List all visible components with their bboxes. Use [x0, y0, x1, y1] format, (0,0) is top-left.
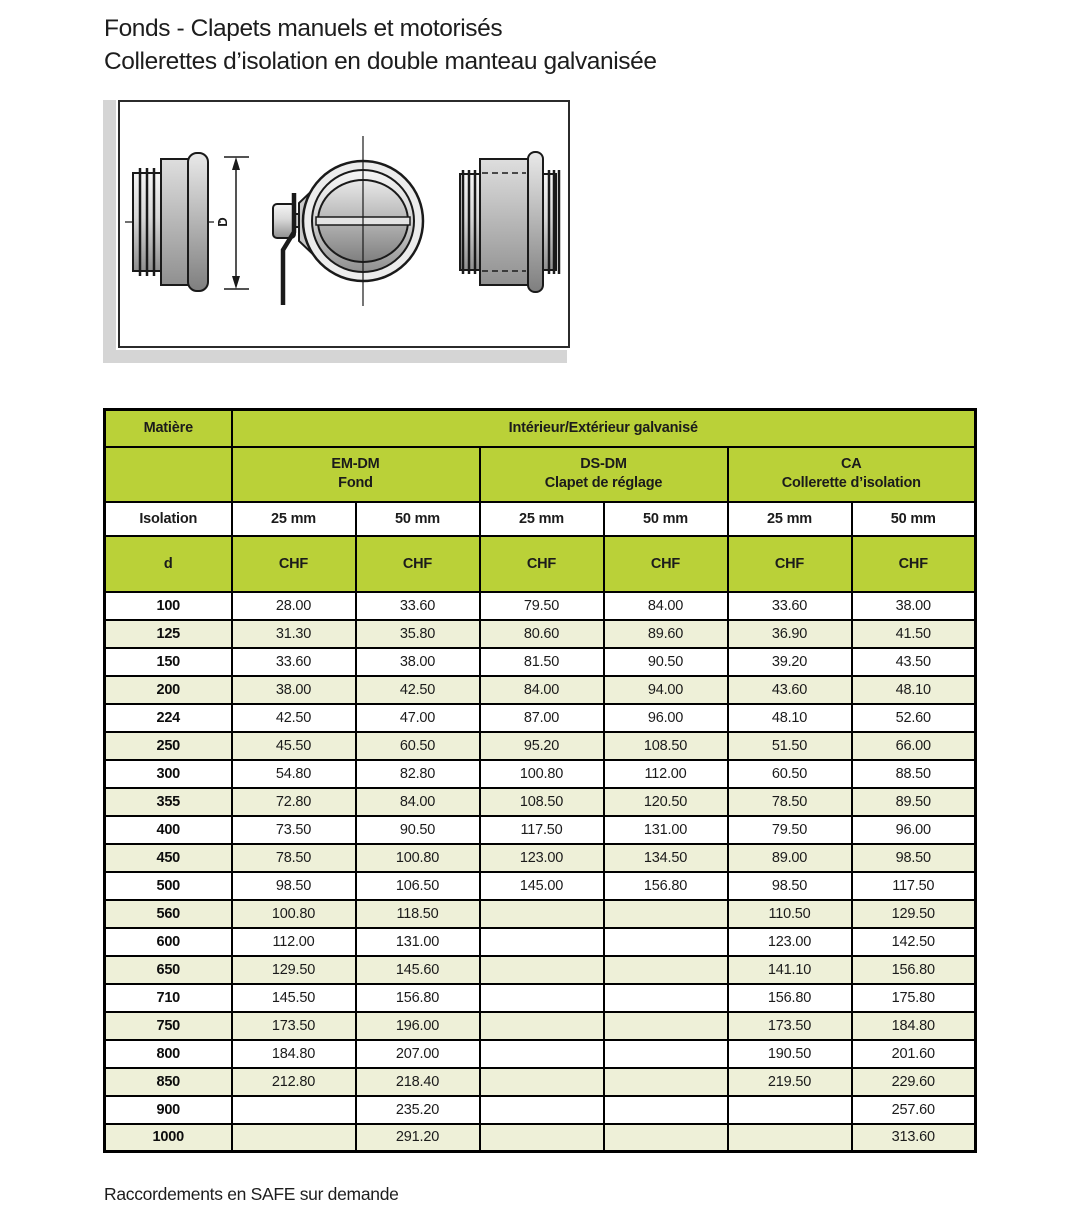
price-cell: 79.50 [728, 816, 852, 844]
price-cell: 60.50 [356, 732, 480, 760]
d-cell: 450 [105, 844, 232, 872]
price-cell [604, 1124, 728, 1152]
price-cell: 78.50 [728, 788, 852, 816]
price-cell: 38.00 [852, 592, 976, 620]
price-cell: 81.50 [480, 648, 604, 676]
price-cell: 72.80 [232, 788, 356, 816]
price-cell: 33.60 [728, 592, 852, 620]
price-cell: 98.50 [852, 844, 976, 872]
price-cell [480, 984, 604, 1012]
price-cell: 36.90 [728, 620, 852, 648]
price-cell: 145.00 [480, 872, 604, 900]
price-table [103, 408, 977, 1153]
price-cell: 173.50 [232, 1012, 356, 1040]
table-row [105, 592, 976, 620]
price-cell: 60.50 [728, 760, 852, 788]
price-cell [604, 1096, 728, 1124]
header-isolation: Isolation [105, 502, 232, 536]
dimension-label: D [215, 217, 230, 227]
table-row [105, 620, 976, 648]
table-row [105, 928, 976, 956]
table-row [105, 1068, 976, 1096]
drawing-frame-bottom [103, 350, 567, 363]
header-galvanized: Intérieur/Extérieur galvanisé [232, 410, 976, 447]
price-cell [604, 956, 728, 984]
price-cell: 108.50 [604, 732, 728, 760]
price-cell: 123.00 [728, 928, 852, 956]
price-cell [232, 1096, 356, 1124]
d-cell: 250 [105, 732, 232, 760]
price-cell: 134.50 [604, 844, 728, 872]
d-cell: 200 [105, 676, 232, 704]
group-code: DS-DM [580, 456, 627, 472]
price-cell [480, 1124, 604, 1152]
price-cell: 33.60 [232, 648, 356, 676]
price-cell: 235.20 [356, 1096, 480, 1124]
d-cell: 850 [105, 1068, 232, 1096]
price-cell: 229.60 [852, 1068, 976, 1096]
price-cell [480, 1012, 604, 1040]
table-row [105, 732, 976, 760]
price-cell: 38.00 [232, 676, 356, 704]
price-cell: 89.60 [604, 620, 728, 648]
price-cell: 28.00 [232, 592, 356, 620]
d-cell: 560 [105, 900, 232, 928]
header-thickness: 25 mm [232, 502, 356, 536]
header-thickness: 25 mm [480, 502, 604, 536]
d-cell: 1000 [105, 1124, 232, 1152]
table-row [105, 1040, 976, 1068]
header-thickness: 50 mm [356, 502, 480, 536]
price-cell: 98.50 [728, 872, 852, 900]
price-cell: 175.80 [852, 984, 976, 1012]
group-name: Clapet de réglage [544, 475, 663, 491]
table-row [105, 1012, 976, 1040]
d-cell: 650 [105, 956, 232, 984]
price-cell: 212.80 [232, 1068, 356, 1096]
header-empty-cell [105, 447, 232, 502]
price-cell: 156.80 [728, 984, 852, 1012]
price-cell: 87.00 [480, 704, 604, 732]
price-cell: 88.50 [852, 760, 976, 788]
table-row [105, 1124, 976, 1152]
price-cell: 90.50 [356, 816, 480, 844]
d-cell: 750 [105, 1012, 232, 1040]
price-cell: 48.10 [852, 676, 976, 704]
price-cell: 120.50 [604, 788, 728, 816]
table-row [105, 760, 976, 788]
group-code: EM-DM [331, 456, 380, 472]
price-cell: 141.10 [728, 956, 852, 984]
price-cell: 156.80 [356, 984, 480, 1012]
price-cell: 31.30 [232, 620, 356, 648]
table-row [105, 648, 976, 676]
header-thickness: 50 mm [852, 502, 976, 536]
table-row [105, 872, 976, 900]
price-cell [232, 1124, 356, 1152]
price-cell: 96.00 [852, 816, 976, 844]
price-cell: 207.00 [356, 1040, 480, 1068]
header-currency: CHF [728, 536, 852, 592]
d-cell: 355 [105, 788, 232, 816]
price-cell: 131.00 [356, 928, 480, 956]
price-cell: 108.50 [480, 788, 604, 816]
table-row [105, 1096, 976, 1124]
header-currency: CHF [356, 536, 480, 592]
d-cell: 710 [105, 984, 232, 1012]
d-cell: 800 [105, 1040, 232, 1068]
price-cell: 42.50 [356, 676, 480, 704]
table-row [105, 676, 976, 704]
price-cell: 129.50 [852, 900, 976, 928]
d-cell: 400 [105, 816, 232, 844]
header-currency: CHF [232, 536, 356, 592]
price-cell [604, 1040, 728, 1068]
price-cell: 156.80 [852, 956, 976, 984]
header-currency: CHF [852, 536, 976, 592]
price-cell: 96.00 [604, 704, 728, 732]
d-cell: 500 [105, 872, 232, 900]
header-d: d [105, 536, 232, 592]
price-cell: 117.50 [852, 872, 976, 900]
table-row [105, 844, 976, 872]
price-cell: 131.00 [604, 816, 728, 844]
d-cell: 300 [105, 760, 232, 788]
price-cell [480, 1040, 604, 1068]
price-cell: 145.60 [356, 956, 480, 984]
price-cell [480, 1068, 604, 1096]
header-thickness: 50 mm [604, 502, 728, 536]
d-cell: 900 [105, 1096, 232, 1124]
price-cell: 313.60 [852, 1124, 976, 1152]
header-currency: CHF [604, 536, 728, 592]
header-group-ds-dm [480, 447, 728, 502]
footer-note: Raccordements en SAFE sur demande [104, 1184, 399, 1204]
header-group-ca [728, 447, 976, 502]
price-cell: 117.50 [480, 816, 604, 844]
price-cell: 42.50 [232, 704, 356, 732]
price-cell: 43.60 [728, 676, 852, 704]
price-cell: 112.00 [604, 760, 728, 788]
price-cell: 51.50 [728, 732, 852, 760]
price-cell: 110.50 [728, 900, 852, 928]
price-cell [480, 900, 604, 928]
header-currency: CHF [480, 536, 604, 592]
price-cell: 184.80 [852, 1012, 976, 1040]
price-cell: 33.60 [356, 592, 480, 620]
d-cell: 224 [105, 704, 232, 732]
price-cell: 82.80 [356, 760, 480, 788]
price-cell: 89.00 [728, 844, 852, 872]
price-cell: 90.50 [604, 648, 728, 676]
price-cell: 94.00 [604, 676, 728, 704]
price-cell: 106.50 [356, 872, 480, 900]
price-cell [728, 1096, 852, 1124]
price-cell [604, 1012, 728, 1040]
price-cell: 196.00 [356, 1012, 480, 1040]
price-cell: 257.60 [852, 1096, 976, 1124]
price-cell: 219.50 [728, 1068, 852, 1096]
price-cell: 123.00 [480, 844, 604, 872]
price-cell: 84.00 [356, 788, 480, 816]
table-row [105, 704, 976, 732]
price-cell: 35.80 [356, 620, 480, 648]
price-cell: 41.50 [852, 620, 976, 648]
header-thickness: 25 mm [728, 502, 852, 536]
price-cell: 190.50 [728, 1040, 852, 1068]
price-cell [480, 1096, 604, 1124]
header-group-em-dm [232, 447, 480, 502]
price-cell: 89.50 [852, 788, 976, 816]
header-matiere: Matière [105, 410, 232, 447]
table-row [105, 984, 976, 1012]
price-cell: 100.80 [232, 900, 356, 928]
price-cell: 78.50 [232, 844, 356, 872]
technical-drawing [103, 100, 573, 365]
page-title-line2: Collerettes d’isolation en double manteau galvanisée [104, 48, 657, 75]
collar-side-view [460, 152, 559, 292]
price-cell: 39.20 [728, 648, 852, 676]
price-cell: 43.50 [852, 648, 976, 676]
price-cell [604, 984, 728, 1012]
d-cell: 600 [105, 928, 232, 956]
table-row [105, 816, 976, 844]
d-cell: 150 [105, 648, 232, 676]
price-cell: 38.00 [356, 648, 480, 676]
page-title-line1: Fonds - Clapets manuels et motorisés [104, 15, 503, 42]
price-cell: 201.60 [852, 1040, 976, 1068]
price-cell [604, 928, 728, 956]
price-cell: 45.50 [232, 732, 356, 760]
price-cell: 52.60 [852, 704, 976, 732]
price-cell: 54.80 [232, 760, 356, 788]
price-cell: 73.50 [232, 816, 356, 844]
price-cell: 84.00 [480, 676, 604, 704]
price-cell: 156.80 [604, 872, 728, 900]
d-cell: 100 [105, 592, 232, 620]
group-code: CA [840, 456, 862, 472]
price-cell: 80.60 [480, 620, 604, 648]
group-name: Collerette d’isolation [781, 475, 921, 491]
price-cell: 100.80 [356, 844, 480, 872]
price-cell [604, 1068, 728, 1096]
price-cell: 100.80 [480, 760, 604, 788]
price-cell: 291.20 [356, 1124, 480, 1152]
price-cell: 66.00 [852, 732, 976, 760]
price-cell: 142.50 [852, 928, 976, 956]
price-cell [480, 928, 604, 956]
table-row [105, 956, 976, 984]
price-cell [604, 900, 728, 928]
price-table-body [105, 592, 976, 1152]
price-cell: 47.00 [356, 704, 480, 732]
price-cell [480, 956, 604, 984]
price-cell: 79.50 [480, 592, 604, 620]
price-cell: 173.50 [728, 1012, 852, 1040]
d-cell: 125 [105, 620, 232, 648]
price-cell: 118.50 [356, 900, 480, 928]
table-row [105, 900, 976, 928]
page-title [104, 12, 657, 78]
price-cell: 145.50 [232, 984, 356, 1012]
price-cell: 95.20 [480, 732, 604, 760]
price-cell: 48.10 [728, 704, 852, 732]
price-cell: 184.80 [232, 1040, 356, 1068]
price-cell: 112.00 [232, 928, 356, 956]
price-cell: 84.00 [604, 592, 728, 620]
table-row [105, 788, 976, 816]
price-cell: 129.50 [232, 956, 356, 984]
price-cell [728, 1124, 852, 1152]
drawing-frame-left [103, 100, 116, 362]
group-name: Fond [338, 475, 373, 491]
price-cell: 218.40 [356, 1068, 480, 1096]
price-cell: 98.50 [232, 872, 356, 900]
